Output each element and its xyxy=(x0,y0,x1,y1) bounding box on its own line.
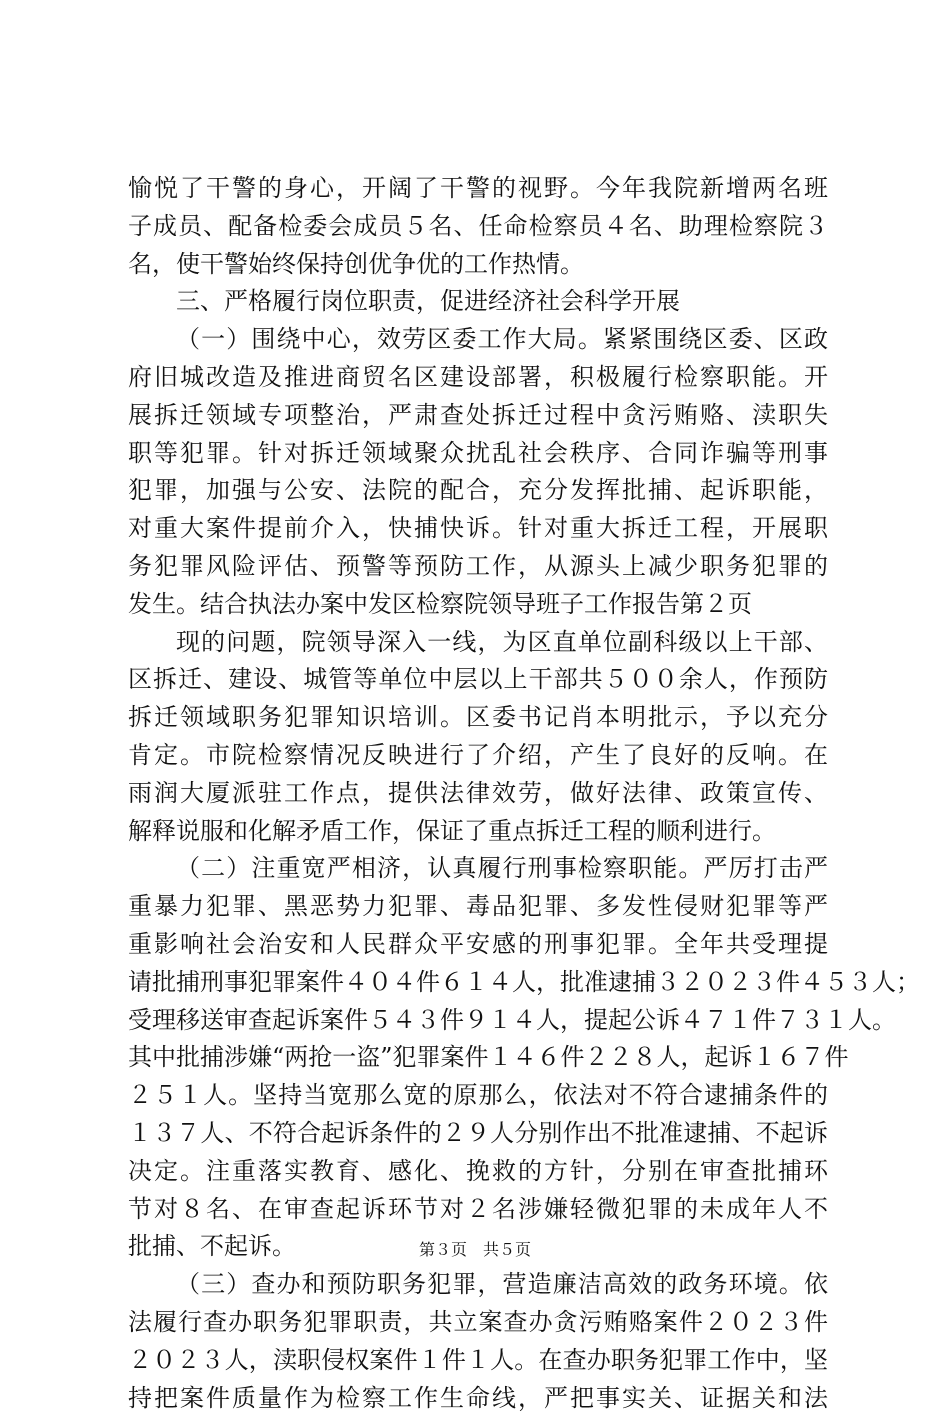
text-line: 务犯罪风险评估、预警等预防工作，从源头上减少职务犯罪的 xyxy=(128,548,828,586)
text-line: 发生。结合执法办案中发区检察院领导班子工作报告第２页 xyxy=(128,586,828,624)
text-line: 区拆迁、建设、城管等单位中层以上干部共５００余人，作预防 xyxy=(128,661,828,699)
subsection-heading-line: （三）查办和预防职务犯罪，营造廉洁高效的政务环境。依 xyxy=(128,1266,828,1304)
text-line: 肯定。市院检察情况反映进行了介绍，产生了良好的反响。在 xyxy=(128,737,828,775)
text-line: 其中批捕涉嫌“两抢一盗”犯罪案件１４６件２２８人，起诉１６７件 xyxy=(128,1039,828,1077)
text-line: 请批捕刑事犯罪案件４０４件６１４人，批准逮捕３２０２３件４５３人； xyxy=(128,964,828,1002)
text-line: 职等犯罪。针对拆迁领域聚众扰乱社会秩序、合同诈骗等刑事 xyxy=(128,435,828,473)
text-line: 府旧城改造及推进商贸名区建设部署，积极履行检察职能。开 xyxy=(128,359,828,397)
text-line: 节对８名、在审查起诉环节对２名涉嫌轻微犯罪的未成年人不 xyxy=(128,1191,828,1229)
text-line: 解释说服和化解矛盾工作，保证了重点拆迁工程的顺利进行。 xyxy=(128,813,828,851)
document-body xyxy=(128,170,828,1417)
subsection-heading-line: （一）围绕中心，效劳区委工作大局。紧紧围绕区委、区政 xyxy=(128,321,828,359)
text-line: 名，使干警始终保持创优争优的工作热情。 xyxy=(128,246,828,284)
text-line: ２０２３人，渎职侵权案件１件１人。在查办职务犯罪工作中，坚 xyxy=(128,1342,828,1380)
text-line: ２５１人。坚持当宽那么宽的原那么，依法对不符合逮捕条件的 xyxy=(128,1077,828,1115)
text-line: 决定。注重落实教育、感化、挽救的方针，分别在审查批捕环 xyxy=(128,1153,828,1191)
text-line: 受理移送审查起诉案件５４３件９１４人，提起公诉４７１件７３１人。 xyxy=(128,1002,828,1040)
text-line: 雨润大厦派驻工作点，提供法律效劳，做好法律、政策宣传、 xyxy=(128,775,828,813)
section-heading: 三、严格履行岗位职责，促进经济社会科学开展 xyxy=(128,283,828,321)
text-line: 持把案件质量作为检察工作生命线，严把事实关、证据关和法 xyxy=(128,1380,828,1417)
text-line: 子成员、配备检委会成员５名、任命检察员４名、助理检察院３ xyxy=(128,208,828,246)
text-line: 拆迁领域职务犯罪知识培训。区委书记肖本明批示，予以充分 xyxy=(128,699,828,737)
subsection-heading-line: （二）注重宽严相济，认真履行刑事检察职能。严厉打击严 xyxy=(128,850,828,888)
text-line: 批捕、不起诉。 xyxy=(128,1228,828,1266)
text-line: 犯罪，加强与公安、法院的配合，充分发挥批捕、起诉职能， xyxy=(128,472,828,510)
text-line: 愉悦了干警的身心，开阔了干警的视野。今年我院新增两名班 xyxy=(128,170,828,208)
text-line: 对重大案件提前介入，快捕快诉。针对重大拆迁工程，开展职 xyxy=(128,510,828,548)
text-line: 展拆迁领域专项整治，严肃查处拆迁过程中贪污贿赂、渎职失 xyxy=(128,397,828,435)
page-number-footer: 第３页 共５页 xyxy=(0,1240,950,1260)
text-line: 法履行查办职务犯罪职责，共立案查办贪污贿赂案件２０２３件 xyxy=(128,1304,828,1342)
text-line: 重暴力犯罪、黑恶势力犯罪、毒品犯罪、多发性侵财犯罪等严 xyxy=(128,888,828,926)
text-line: 重影响社会治安和人民群众平安感的刑事犯罪。全年共受理提 xyxy=(128,926,828,964)
text-line: 现的问题，院领导深入一线，为区直单位副科级以上干部、 xyxy=(128,624,828,662)
text-line: １３７人、不符合起诉条件的２９人分别作出不批准逮捕、不起诉 xyxy=(128,1115,828,1153)
